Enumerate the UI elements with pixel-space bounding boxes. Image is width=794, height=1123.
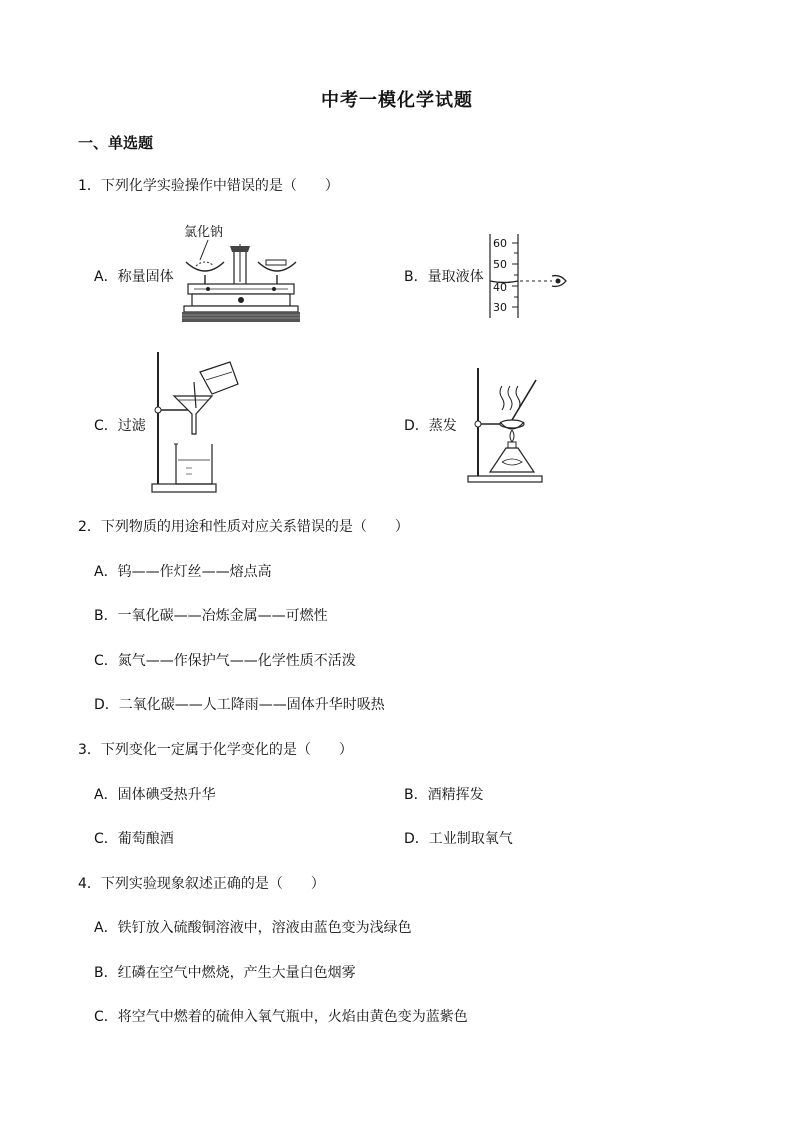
q2-option-c: C．氮气——作保护气——化学性质不活泼 [94, 653, 356, 669]
tick-40: 40 [493, 281, 507, 294]
q3-option-a: A．固体碘受热升华 [94, 787, 216, 803]
filtration-figure [150, 350, 248, 495]
q4-option-b: B．红磷在空气中燃烧，产生大量白色烟雾 [94, 965, 356, 981]
tick-30: 30 [493, 301, 507, 314]
q2-option-d: D．二氧化碳——人工降雨——固体升华时吸热 [94, 697, 385, 713]
tick-50: 50 [493, 258, 507, 271]
graduated-cylinder-figure [488, 234, 573, 320]
section-heading: 一、单选题 [78, 134, 154, 152]
page-title: 中考一模化学试题 [321, 90, 473, 111]
q1-option-a: A．称量固体 [94, 269, 174, 285]
sodium-chloride-label: 氯化钠 [184, 225, 224, 240]
q4-option-a: A．铁钉放入硫酸铜溶液中，溶液由蓝色变为浅绿色 [94, 920, 412, 936]
q2-option-b: B．一氧化碳——冶炼金属——可燃性 [94, 608, 328, 624]
balance-figure [178, 222, 303, 324]
q2-option-a: A．钨——作灯丝——熔点高 [94, 564, 272, 580]
evaporation-figure [462, 366, 544, 484]
q3-option-d: D．工业制取氧气 [404, 831, 513, 847]
tick-60: 60 [493, 237, 507, 250]
q1-option-d: D．蒸发 [404, 418, 457, 434]
q4-option-c: C．将空气中燃着的硫伸入氧气瓶中，火焰由黄色变为蓝紫色 [94, 1009, 468, 1025]
question-1-stem: 1．下列化学实验操作中错误的是（ ） [78, 178, 339, 194]
q1-option-c: C．过滤 [94, 418, 146, 434]
question-2-stem: 2．下列物质的用途和性质对应关系错误的是（ ） [78, 519, 409, 535]
question-3-stem: 3．下列变化一定属于化学变化的是（ ） [78, 742, 353, 758]
question-4-stem: 4．下列实验现象叙述正确的是（ ） [78, 876, 325, 892]
q3-option-c: C．葡萄酿酒 [94, 831, 174, 847]
q1-option-b: B．量取液体 [404, 269, 484, 285]
q3-option-b: B．酒精挥发 [404, 787, 484, 803]
